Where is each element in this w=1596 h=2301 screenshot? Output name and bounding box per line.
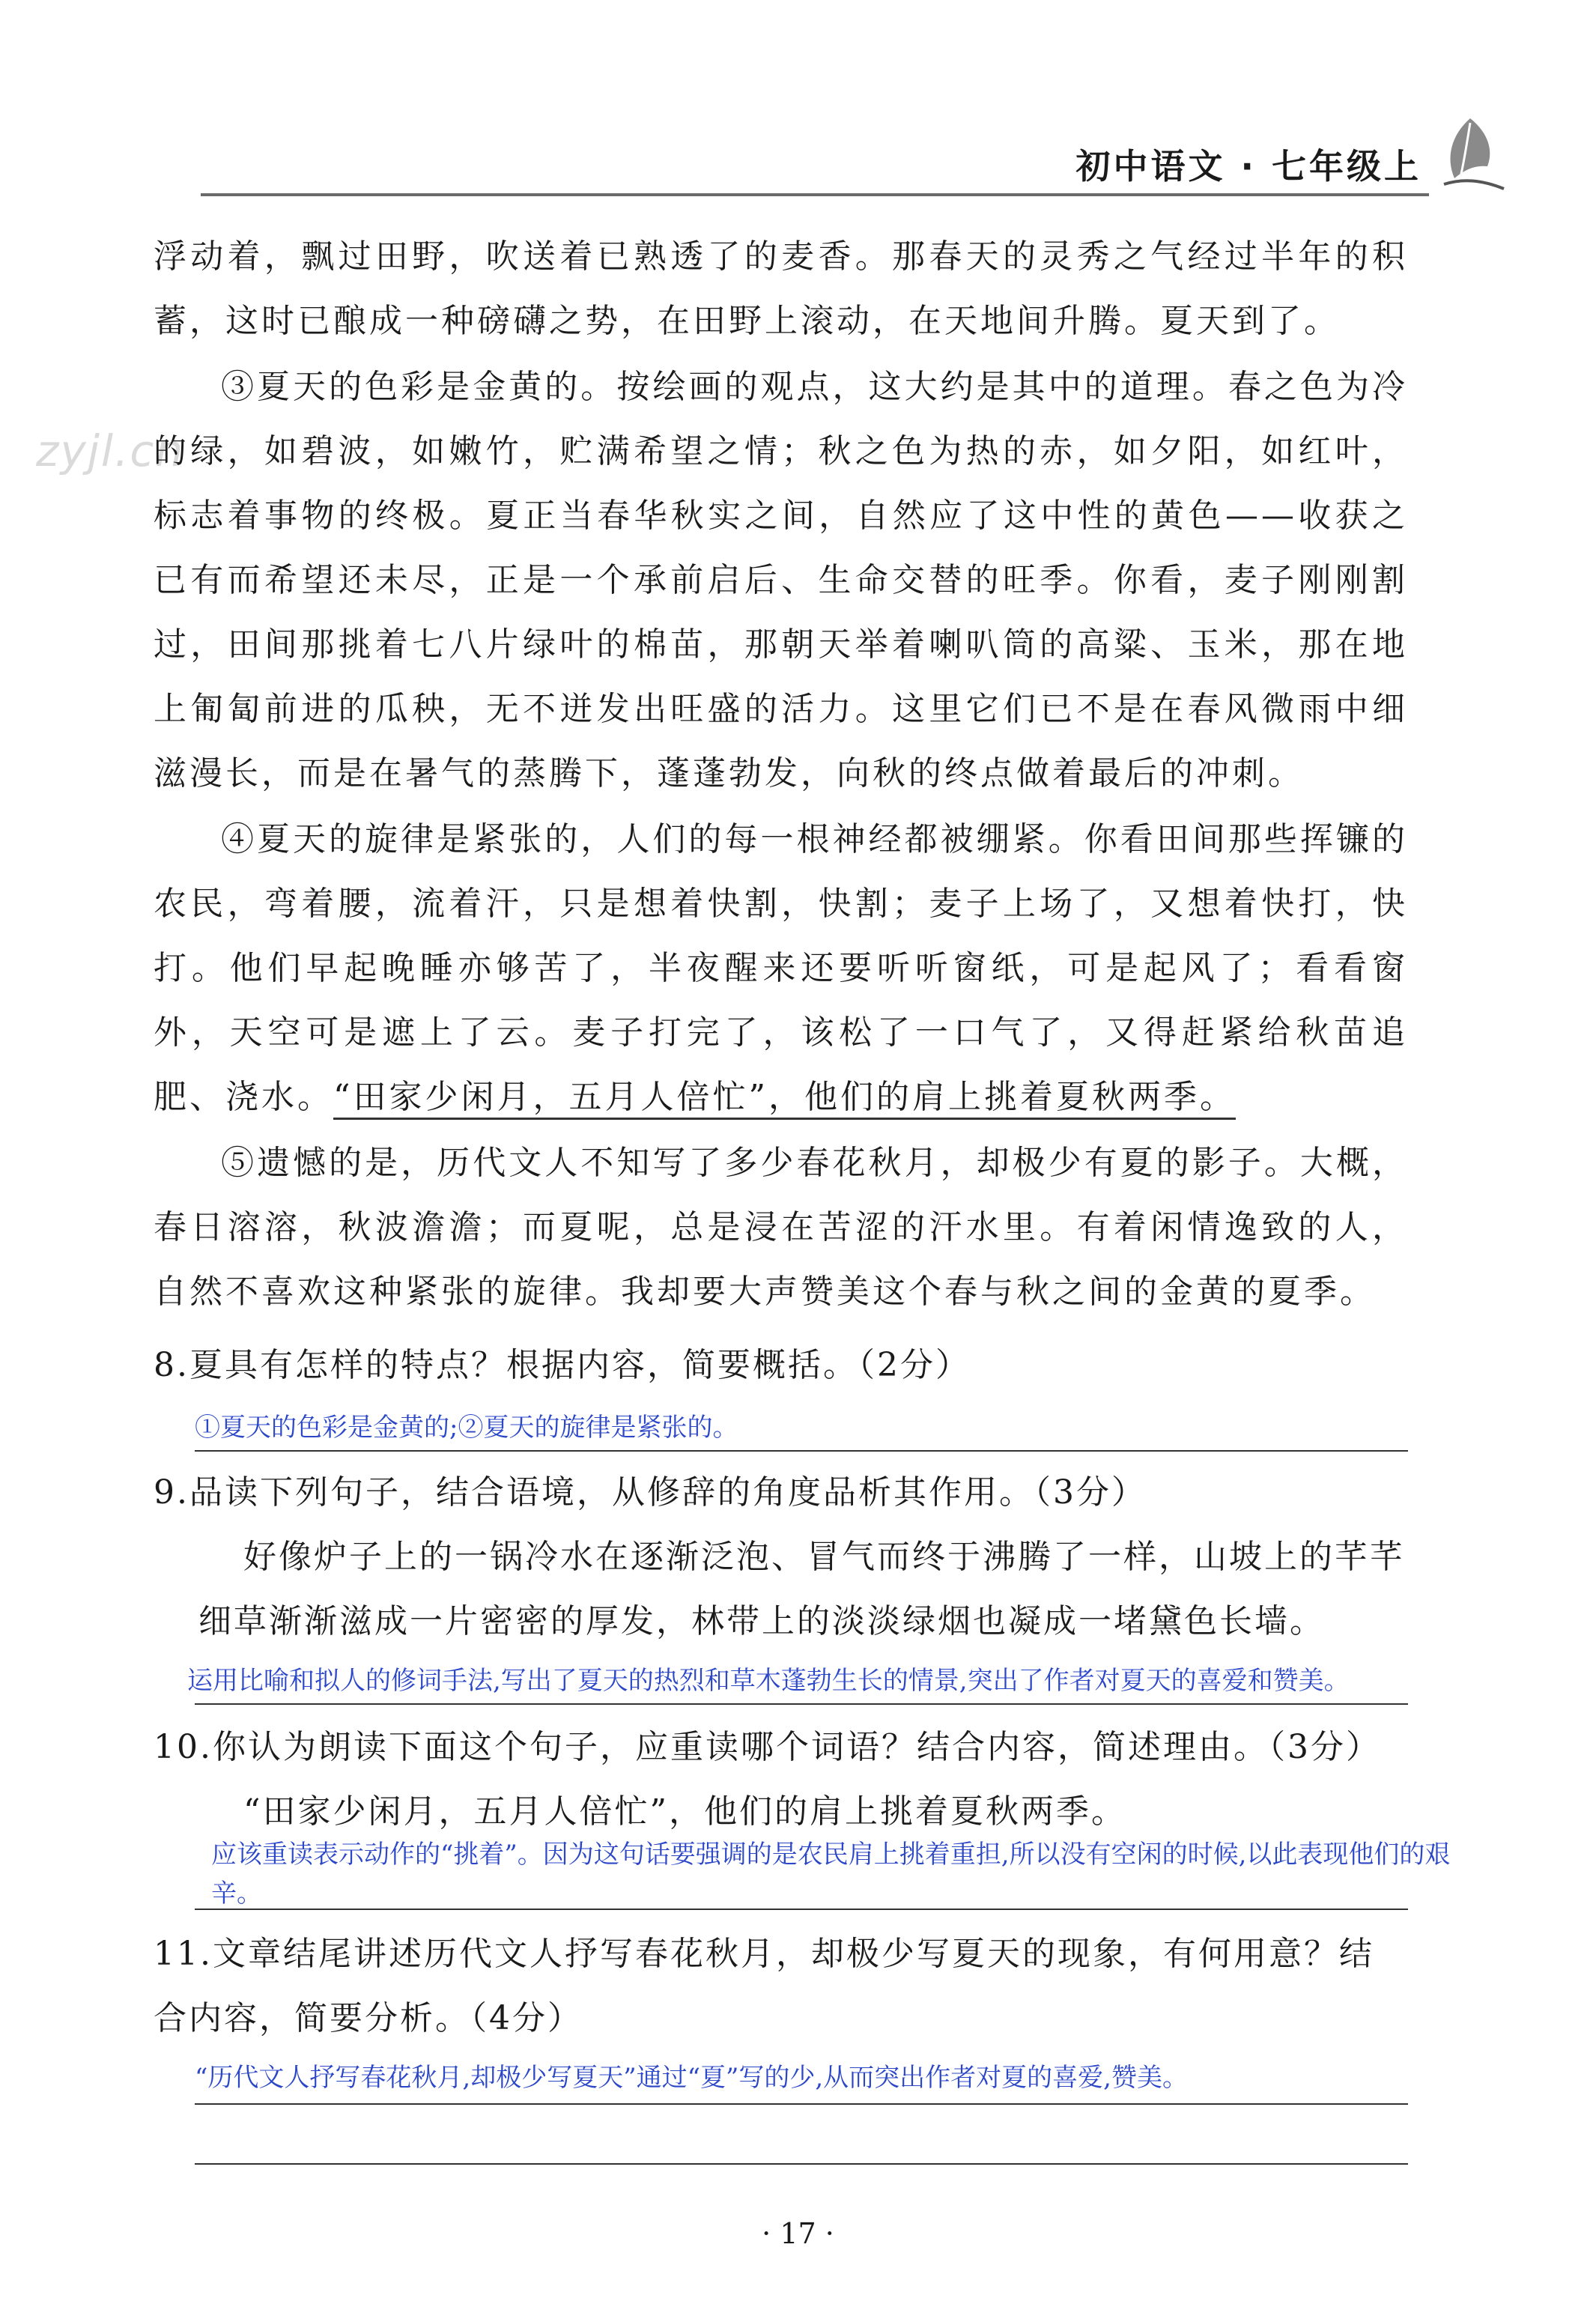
answer-10: 应该重读表示动作的“挑着”。因为这句话要强调的是农民肩上挑着重担,所以没有空闲的时候,以此表现他们的艰辛。: [211, 1840, 1451, 1909]
leaf-icon: [1429, 112, 1511, 195]
header-title: 初中语文 · 七年级上: [1075, 146, 1421, 187]
header-rule: [201, 193, 1429, 196]
page-number: · 17 ·: [762, 2217, 834, 2250]
answer-8: ①夏天的色彩是金黄的;②夏天的旋律是紧张的。: [195, 1413, 738, 1443]
passage-paragraph-5: ⑤遗憾的是，历代文人不知写了多少春花秋月，却极少有夏的影子。大概，春日溶溶，秋波澹澹；而夏呢，总是浸在苦涩的汗水里。有着闲情逸致的人，自然不喜欢这种紧张的旋律。我却要大声赞美这个春与秋之间的金黄的夏季。: [154, 1144, 1408, 1311]
answer-line: [195, 2163, 1408, 2165]
question-10: 10.你认为朗读下面这个句子，应重读哪个词语？结合内容，简述理由。（3分）: [154, 1728, 1381, 1766]
question-9-quote: 好像炉子上的一锅冷水在逐渐泛泡、冒气而终于沸腾了一样，山坡上的芊芊细草渐渐滋成一片密密的厚发，林带上的淡淡绿烟也凝成一堵黛色长墙。: [198, 1538, 1405, 1640]
passage-paragraph-3: ③夏天的色彩是金黄的。按绘画的观点，这大约是其中的道理。春之色为冷的绿，如碧波，如嫩竹，贮满希望之情；秋之色为热的赤，如夕阳，如红叶，标志着事物的终极。夏正当春华秋实之间，自然应了这中性的黄色——收获之已有而希望还未尽，正是一个承前启后、生命交替的旺季。你看，麦子刚刚割过，田间那挑着七八片绿叶的棉苗，那朝天举着喇叭筒的高粱、玉米，那在地上匍匐前进的瓜秧，无不迸发出旺盛的活力。这里它们已不是在春风微雨中细滋漫长，而是在暑气的蒸腾下，蓬蓬勃发，向秋的终点做着最后的冲刺。: [154, 368, 1408, 792]
page-header: [201, 112, 1511, 195]
answer-9: 运用比喻和拟人的修词手法,写出了夏天的热烈和草木蓬勃生长的情景,突出了作者对夏天的喜爱和赞美。: [187, 1666, 1350, 1696]
answer-line: [195, 2103, 1408, 2105]
paragraph-4-text: ④夏天的旋律是紧张的，人们的每一根神经都被绷紧。你看田间那些挥镰的农民，弯着腰，流着汗，只是想着快割，快割；麦子上场了，又想着快打，快打。他们早起晚睡亦够苦了，半夜醒来还要听听窗纸，可是起风了；看看窗外，天空可是遮上了云。麦子打完了，该松了一口气了，又得赶紧给秋苗追肥、浇水。: [154, 820, 1408, 1116]
passage-paragraph-4: [154, 807, 1408, 1130]
answer-line: [195, 1450, 1408, 1452]
question-9: 9.品读下列句子，结合语境，从修辞的角度品析其作用。（3分）: [154, 1473, 1147, 1512]
question-10-quote: “田家少闲月，五月人倍忙”，他们的肩上挑着夏秋两季。: [243, 1792, 1126, 1831]
question-8: 8.夏具有怎样的特点？根据内容，简要概括。（2分）: [154, 1346, 971, 1384]
underlined-sentence: “田家少闲月，五月人倍忙”，他们的肩上挑着夏秋两季。: [333, 1078, 1236, 1120]
answer-line: [195, 1909, 1408, 1910]
answer-line: [195, 1703, 1408, 1705]
passage-paragraph-continued: 浮动着，飘过田野，吹送着已熟透了的麦香。那春天的灵秀之气经过半年的积蓄，这时已酿成一种磅礴之势，在田野上滚动，在天地间升腾。夏天到了。: [154, 237, 1408, 340]
question-11: 11.文章结尾讲述历代文人抒写春花秋月，却极少写夏天的现象，有何用意？结合内容，简要分析。（4分）: [154, 1935, 1374, 2037]
answer-11: “历代文人抒写春花秋月,却极少写夏天”通过“夏”写的少,从而突出作者对夏的喜爱,赞美。: [195, 2063, 1188, 2093]
watermark: zyjl.cn: [36, 425, 185, 476]
